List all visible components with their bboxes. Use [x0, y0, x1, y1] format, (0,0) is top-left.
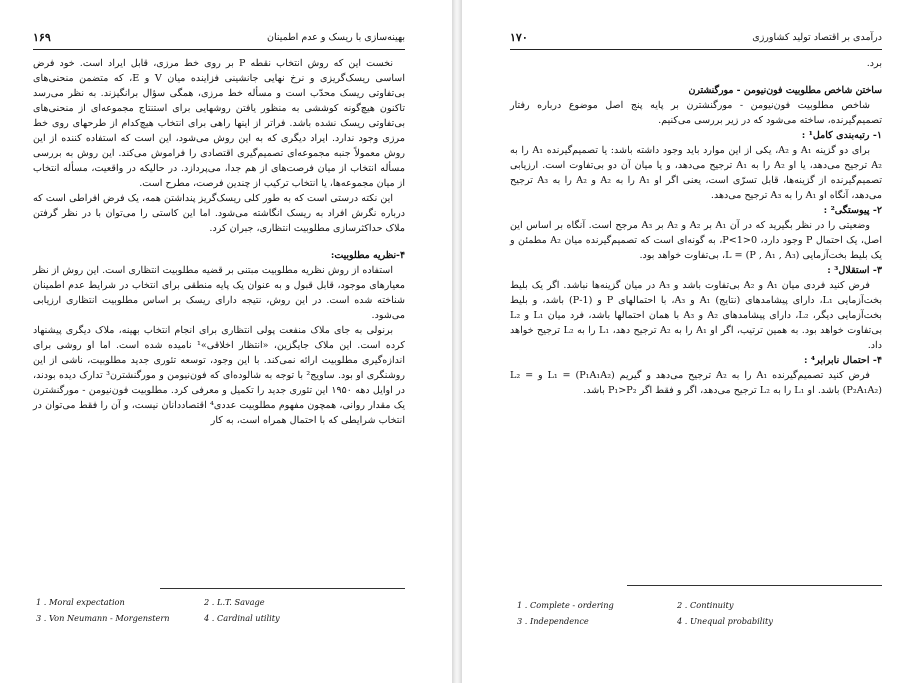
- running-head: [510, 30, 882, 46]
- page-number: ۱۶۹: [33, 31, 51, 44]
- footnote-row: [36, 610, 336, 626]
- paragraph: برد.: [866, 58, 882, 69]
- footnote: 4 . Unequal probability: [677, 616, 773, 626]
- paragraph: نخست این که روش انتخاب نقطه P بر روی خط مرزی، قابل ایراد است. خود فرض اساسی ریسک‌گریزی و نرخ نهایی جانشینی فزاینده میان V و E، که متضمن منحنی‌های بی‌تفاوتی ریسک محدّب است و مسأله خط مرزی، همگی سؤال برانگیزند. به نظر می‌رسد تاکنون هیچ‌گونه کوششی به منظور یافتن روشهایی برای استنتاج مجموعه‌ای از منحنی‌های بی‌تفاوتی ریسک نشده باشد. فراتر از اینها راهی برای انتخاب هیچ‌کدام از طرحهای روی خط مرزی وجود ندارد. ایراد دیگری که به این روش می‌شود، این است که استفاده کننده از این روش معمولاً جنبه مجموعه‌ای تصمیم‌گیری اقتصادی را فراموش می‌کند. این روش به بررسی مسأله انتخاب از میان فرصت‌های از هم جدا، می‌پردازد. در حالیکه در واقعیت، مسأله انتخاب از میان مجموعه‌ها، یا انتخاب ترکیب از چندین فرصت، مطرح است.: [33, 58, 405, 189]
- footnote: 2 . Continuity: [677, 600, 734, 610]
- footnote: 4 . Cardinal utility: [204, 613, 280, 623]
- paragraph: فرض کنید فردی میان A₁ و A₂ بی‌تفاوت باشد و A₃ در میان گزینه‌ها نباشد. اگر یک بلیط بخت‌آزمایی L₁، دارای پیشامدهای (نتایج) A₁ و A₃، با احتمالهای P و (1-P) باشد، و بلیط بخت‌آزمایی دیگر، L₂، دارای پیشامدهای A₂ و A₃ با همان احتمالها باشد، فرد میان L₁ و L₂ بی‌تفاوت خواهد بود. به همین ترتیب، اگر او A₁ را به A₂ ترجیح دهد، L₁ را به L₂ ترجیح خواهد داد.: [510, 280, 883, 351]
- section-heading: ۴-نظریه مطلوبیت:: [330, 250, 405, 261]
- footnote-row: [517, 597, 817, 613]
- body-text: [33, 56, 405, 428]
- book-gutter: [452, 0, 462, 683]
- paragraph: وضعیتی را در نظر بگیرید که در آن A₁ بر A₂ و A₂ بر A₃ مرجح است. آنگاه بر اساس این اصل، یک احتمال P وجود دارد، 0<P<1، به گونه‌ای است که تصمیم‌گیرنده میان A₂ مطمئن و یک بلیط بخت‌آزمایی L = (P , A₁ , A₃)، بی‌تفاوت خواهد بود.: [510, 220, 882, 261]
- footnote: 1 . Moral expectation: [36, 597, 125, 607]
- item-title: ۱- رتبه‌بندی کامل¹ :: [801, 130, 882, 141]
- paragraph: برنولی به جای ملاک منفعت پولی انتظاری برای انجام انتخاب بهینه، ملاک دیگری پیشنهاد کرده است. این ملاک جایگزین، «انتظار اخلاقی»¹ نامیده شده است. اما او روشی برای اندازه‌گیری مطلوبیت ارائه نمی‌کند. با این وجود، توسعه تئوری جدید مطلوبیت، ناشی از این روشنگری او بود. ساویج² با توجه به شالوده‌ای که فون‌نیومن و مورگنشترن³ تدارک دیده بودند، در اوایل دهه ۱۹۵۰ این تئوری جدید را تکمیل و معرفی کرد. مطلوبیت فون‌نیومن - مورگنشترن یک مقدار روانی، همچون مفهوم مطلوبیت عددی⁴ اقتصاددانان نیست، و آن را فقط می‌توان در انتخاب شرایطی که با احتمال همراه است، به کار: [33, 325, 406, 426]
- item-title: ۴- احتمال نابرابر⁴ :: [803, 355, 882, 366]
- footnote: 2 . L.T. Savage: [204, 597, 265, 607]
- paragraph: فرض کنید تصمیم‌گیرنده A₁ را به A₂ ترجیح می‌دهد و گیریم L₁ = (P₁A₁A₂) و L₂ = (P₂A₁A₂) باشد. او L₁ را به L₂ ترجیح می‌دهد، اگر و فقط اگر P₁>P₂ باشد.: [510, 370, 882, 396]
- running-title: بهینه‌سازی با ریسک و عدم اطمینان: [267, 32, 405, 43]
- paragraph: استفاده از روش نظریه مطلوبیت مبتنی بر قضیه مطلوبیت انتظاری است. این روش از نظر معیارهای موجود، قابل قبول و به عنوان یک پایه منطقی برای انتخاب در شرایط عدم اطمینان شناخته شده است. در این روش، نتیجه دارای ریسک بر اساس مطلوبیت انتظاری ارزیابی می‌شود.: [33, 265, 405, 321]
- footnote: 3 . Independence: [517, 616, 589, 626]
- item-title: ۳- استقلال³ :: [827, 265, 882, 276]
- header-rule: [33, 49, 405, 50]
- paragraph: این نکته درستی است که به طور کلی ریسک‌گریز پنداشتن همه، یک فرض افراطی است که درباره نگرش افراد به ریسک انگاشته می‌شود. اما این کاستی را می‌توان با در نظر گرفتن ملاک حداکثرسازی مطلوبیت انتظاری، جبران کرد.: [33, 193, 405, 234]
- footnote-row: [517, 613, 817, 629]
- body-text: [510, 56, 882, 398]
- header-rule: [510, 49, 882, 50]
- running-title: درآمدی بر اقتصاد تولید کشاورزی: [752, 32, 882, 43]
- running-head: [33, 30, 405, 46]
- footnotes: [36, 594, 336, 626]
- paragraph: شاخص مطلوبیت فون‌نیومن - مورگنشترن بر پایه پنج اصل موضوع درباره رفتار تصمیم‌گیرنده، ساخته می‌شود که در زیر بررسی می‌کنیم.: [510, 100, 882, 126]
- left-page: [0, 0, 452, 683]
- right-page: [462, 0, 914, 683]
- footnote-rule: [627, 585, 882, 586]
- footnote: 1 . Complete - ordering: [517, 600, 614, 610]
- footnote: 3 . Von Neumann - Morgenstern: [36, 613, 170, 623]
- footnotes: [517, 597, 817, 629]
- page-number: ۱۷۰: [510, 31, 528, 44]
- footnote-rule: [160, 588, 405, 589]
- paragraph: برای دو گزینه A₁ و A₂، یکی از این موارد باید وجود داشته باشد: یا تصمیم‌گیرنده A₁ را به A₂ ترجیح می‌دهد، یا او A₂ را به A₁ ترجیح می‌دهد، و یا میان آن دو بی‌تفاوت است. ارزیابی تصمیم‌گیرنده از گزینه‌ها، قابل تسرّی است، یعنی اگر او A₁ را به A₂ و A₂ را به A₃ ترجیح می‌دهد، آنگاه او A₁ را به A₃ ترجیح می‌دهد.: [510, 145, 882, 201]
- footnote-row: [36, 594, 336, 610]
- item-title: ۲- پیوستگی² :: [823, 205, 882, 216]
- section-heading: ساختن شاخص مطلوبیت فون‌نیومن - مورگنشترن: [688, 85, 882, 96]
